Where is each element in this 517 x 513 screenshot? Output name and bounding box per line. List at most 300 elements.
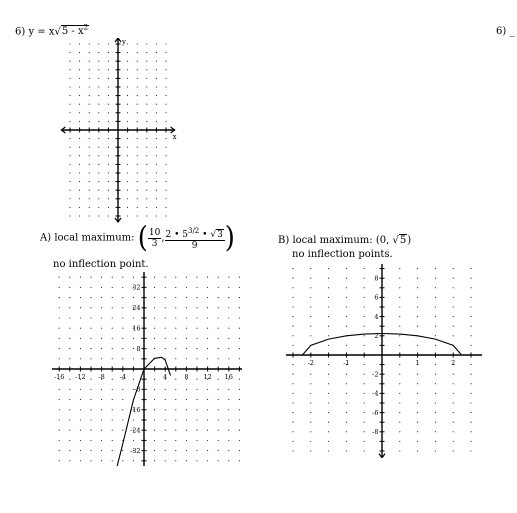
grid-dot xyxy=(122,409,123,410)
grid-dot xyxy=(207,460,208,461)
grid-dot xyxy=(137,190,138,191)
grid-dot xyxy=(328,326,329,327)
grid-dot xyxy=(90,379,91,380)
grid-dot xyxy=(127,61,128,62)
grid-dot xyxy=(165,181,166,182)
grid-dot xyxy=(98,95,99,96)
grid-dot xyxy=(310,412,311,413)
answer-blank: _ xyxy=(509,26,515,37)
grid-dot xyxy=(399,383,400,384)
grid-dot xyxy=(137,43,138,44)
grid-dot xyxy=(196,419,197,420)
grid-dot xyxy=(80,399,81,400)
grid-dot xyxy=(127,121,128,122)
grid-dot xyxy=(156,86,157,87)
grid-dot xyxy=(239,317,240,318)
grid-dot xyxy=(112,297,113,298)
grid-dot xyxy=(69,181,70,182)
grid-dot xyxy=(292,441,293,442)
grid-dot xyxy=(453,287,454,288)
grid-dot xyxy=(292,297,293,298)
grid-dot xyxy=(435,297,436,298)
grid-dot xyxy=(69,112,70,113)
grid-dot xyxy=(470,287,471,288)
grid-dot xyxy=(239,277,240,278)
grid-dot xyxy=(108,138,109,139)
y-tick-label: 8 xyxy=(374,274,379,283)
grid-dot xyxy=(328,450,329,451)
grid-dot xyxy=(154,277,155,278)
grid-dot xyxy=(165,155,166,156)
grid-dot xyxy=(133,338,134,339)
grid-dot xyxy=(89,172,90,173)
grid-dot xyxy=(98,215,99,216)
grid-dot xyxy=(435,364,436,365)
grid-dot xyxy=(470,297,471,298)
grid-dot xyxy=(137,95,138,96)
grid-dot xyxy=(69,190,70,191)
option-b-close: ) xyxy=(407,235,412,246)
grid-dot xyxy=(122,338,123,339)
grid-dot xyxy=(69,409,70,410)
grid-dot xyxy=(196,307,197,308)
grid-dot xyxy=(165,409,166,410)
grid-dot xyxy=(239,389,240,390)
grid-dot xyxy=(79,172,80,173)
grid-dot xyxy=(154,379,155,380)
grid-dot xyxy=(127,198,128,199)
grid-dot xyxy=(196,430,197,431)
grid-dot xyxy=(89,190,90,191)
grid-dot xyxy=(453,383,454,384)
grid-dot xyxy=(196,297,197,298)
grid-dot xyxy=(310,374,311,375)
grid-dot xyxy=(137,164,138,165)
grid-dot xyxy=(292,335,293,336)
grid-dot xyxy=(165,104,166,105)
grid-dot xyxy=(470,278,471,279)
grid-dot xyxy=(292,278,293,279)
grid-dot xyxy=(399,374,400,375)
grid-dot xyxy=(228,419,229,420)
grid-dot xyxy=(122,419,123,420)
grid-dot xyxy=(101,460,102,461)
grid-dot xyxy=(59,389,60,390)
grid-dot xyxy=(218,328,219,329)
x-tick-label: 4 xyxy=(163,373,168,381)
y-tick-label: 6 xyxy=(374,293,379,302)
grid-dot xyxy=(108,112,109,113)
grid-dot xyxy=(175,389,176,390)
grid-dot xyxy=(108,198,109,199)
x-tick-label: -8 xyxy=(98,373,105,381)
grid-dot xyxy=(207,307,208,308)
option-b-grid xyxy=(286,264,482,452)
grid-dot xyxy=(59,460,60,461)
grid-dot xyxy=(228,399,229,400)
fraction-2: $\frac{2 • 5^{3/2} • √3}{9}$ xyxy=(165,226,223,251)
x-tick-label: -4 xyxy=(119,373,126,381)
grid-dot xyxy=(59,287,60,288)
grid-dot xyxy=(79,147,80,148)
grid-dot xyxy=(165,338,166,339)
grid-dot xyxy=(137,147,138,148)
grid-dot xyxy=(346,422,347,423)
grid-dot xyxy=(112,440,113,441)
grid-dot xyxy=(292,412,293,413)
y-tick-label: -32 xyxy=(130,446,141,455)
grid-dot xyxy=(165,172,166,173)
grid-dot xyxy=(228,348,229,349)
grid-dot xyxy=(59,328,60,329)
grid-dot xyxy=(156,215,157,216)
grid-dot xyxy=(196,399,197,400)
grid-dot xyxy=(146,61,147,62)
grid-dot xyxy=(90,440,91,441)
grid-dot xyxy=(98,52,99,53)
grid-dot xyxy=(133,317,134,318)
grid-dot xyxy=(165,277,166,278)
grid-dot xyxy=(137,121,138,122)
grid-dot xyxy=(146,95,147,96)
grid-dot xyxy=(80,338,81,339)
y-tick-label: -16 xyxy=(130,406,141,415)
grid-dot xyxy=(146,104,147,105)
grid-dot xyxy=(218,317,219,318)
grid-dot xyxy=(127,181,128,182)
blank-graph xyxy=(22,38,218,224)
grid-dot xyxy=(101,297,102,298)
grid-dot xyxy=(89,121,90,122)
blank-graph-axes xyxy=(61,38,174,222)
grid-dot xyxy=(133,379,134,380)
grid-dot xyxy=(207,440,208,441)
grid-dot xyxy=(69,419,70,420)
grid-dot xyxy=(310,441,311,442)
grid-dot xyxy=(328,374,329,375)
grid-dot xyxy=(239,399,240,400)
blank-graph-y-label: y xyxy=(122,38,126,46)
grid-dot xyxy=(417,441,418,442)
grid-dot xyxy=(79,181,80,182)
grid-dot xyxy=(79,164,80,165)
grid-dot xyxy=(399,441,400,442)
grid-dot xyxy=(218,450,219,451)
grid-dot xyxy=(80,297,81,298)
grid-dot xyxy=(435,278,436,279)
grid-dot xyxy=(154,389,155,390)
grid-dot xyxy=(453,278,454,279)
grid-dot xyxy=(108,104,109,105)
question-number: 6) xyxy=(15,26,26,38)
grid-dot xyxy=(154,409,155,410)
grid-dot xyxy=(196,328,197,329)
grid-dot xyxy=(69,95,70,96)
grid-dot xyxy=(453,335,454,336)
grid-dot xyxy=(207,450,208,451)
grid-dot xyxy=(239,307,240,308)
grid-dot xyxy=(69,147,70,148)
grid-dot xyxy=(310,297,311,298)
grid-dot xyxy=(207,348,208,349)
grid-dot xyxy=(59,409,60,410)
grid-dot xyxy=(207,297,208,298)
grid-dot xyxy=(239,379,240,380)
grid-dot xyxy=(101,317,102,318)
grid-dot xyxy=(90,297,91,298)
grid-dot xyxy=(59,317,60,318)
grid-dot xyxy=(196,317,197,318)
grid-dot xyxy=(89,69,90,70)
y-tick-label: 24 xyxy=(132,304,141,313)
grid-dot xyxy=(470,268,471,269)
grid-dot xyxy=(292,402,293,403)
grid-dot xyxy=(346,441,347,442)
grid-dot xyxy=(108,215,109,216)
grid-dot xyxy=(453,441,454,442)
grid-dot xyxy=(89,147,90,148)
grid-dot xyxy=(292,422,293,423)
grid-dot xyxy=(186,287,187,288)
grid-dot xyxy=(127,69,128,70)
grid-dot xyxy=(90,338,91,339)
grid-dot xyxy=(137,155,138,156)
grid-dot xyxy=(127,78,128,79)
grid-dot xyxy=(364,402,365,403)
grid-dot xyxy=(98,138,99,139)
grid-dot xyxy=(310,335,311,336)
grid-dot xyxy=(108,172,109,173)
grid-dot xyxy=(112,419,113,420)
grid-dot xyxy=(228,297,229,298)
grid-dot xyxy=(186,348,187,349)
grid-dot xyxy=(165,198,166,199)
grid-dot xyxy=(69,430,70,431)
grid-dot xyxy=(364,268,365,269)
grid-dot xyxy=(122,348,123,349)
grid-dot xyxy=(79,207,80,208)
grid-dot xyxy=(90,317,91,318)
grid-dot xyxy=(112,379,113,380)
grid-dot xyxy=(186,317,187,318)
grid-dot xyxy=(122,307,123,308)
grid-dot xyxy=(98,43,99,44)
grid-dot xyxy=(79,86,80,87)
grid-dot xyxy=(154,419,155,420)
grid-dot xyxy=(69,297,70,298)
grid-dot xyxy=(89,43,90,44)
grid-dot xyxy=(89,52,90,53)
grid-dot xyxy=(137,112,138,113)
grid-dot xyxy=(292,364,293,365)
grid-dot xyxy=(417,450,418,451)
grid-dot xyxy=(112,328,113,329)
grid-dot xyxy=(292,431,293,432)
grid-dot xyxy=(165,440,166,441)
grid-dot xyxy=(310,393,311,394)
grid-dot xyxy=(399,287,400,288)
grid-dot xyxy=(218,430,219,431)
grid-dot xyxy=(69,164,70,165)
option-b-inflection: no inflection points. xyxy=(292,249,393,260)
grid-dot xyxy=(108,181,109,182)
grid-dot xyxy=(101,277,102,278)
grid-dot xyxy=(98,181,99,182)
grid-dot xyxy=(69,348,70,349)
grid-dot xyxy=(80,450,81,451)
grid-dot xyxy=(112,348,113,349)
grid-dot xyxy=(310,383,311,384)
grid-dot xyxy=(364,431,365,432)
grid-dot xyxy=(328,335,329,336)
grid-dot xyxy=(310,422,311,423)
grid-dot xyxy=(453,268,454,269)
grid-dot xyxy=(175,460,176,461)
grid-dot xyxy=(108,147,109,148)
grid-dot xyxy=(127,43,128,44)
grid-dot xyxy=(89,181,90,182)
grid-dot xyxy=(399,431,400,432)
grid-dot xyxy=(79,52,80,53)
grid-dot xyxy=(453,297,454,298)
grid-dot xyxy=(101,328,102,329)
grid-dot xyxy=(175,450,176,451)
grid-dot xyxy=(101,348,102,349)
grid-dot xyxy=(470,316,471,317)
grid-dot xyxy=(133,460,134,461)
grid-dot xyxy=(228,450,229,451)
grid-dot xyxy=(156,181,157,182)
grid-dot xyxy=(137,61,138,62)
grid-dot xyxy=(186,440,187,441)
grid-dot xyxy=(239,287,240,288)
option-b-label: local maximum: (0, xyxy=(292,235,390,246)
grid-dot xyxy=(101,287,102,288)
grid-dot xyxy=(328,278,329,279)
grid-dot xyxy=(69,287,70,288)
grid-dot xyxy=(175,440,176,441)
grid-dot xyxy=(98,207,99,208)
grid-dot xyxy=(165,307,166,308)
grid-dot xyxy=(175,379,176,380)
y-tick-label: -8 xyxy=(134,385,141,394)
grid-dot xyxy=(90,348,91,349)
grid-dot xyxy=(89,78,90,79)
grid-dot xyxy=(165,450,166,451)
grid-dot xyxy=(175,307,176,308)
grid-dot xyxy=(196,287,197,288)
grid-dot xyxy=(79,43,80,44)
grid-dot xyxy=(90,358,91,359)
grid-dot xyxy=(154,430,155,431)
grid-dot xyxy=(399,345,400,346)
grid-dot xyxy=(59,297,60,298)
grid-dot xyxy=(364,441,365,442)
grid-dot xyxy=(59,430,60,431)
grid-dot xyxy=(346,374,347,375)
grid-dot xyxy=(435,374,436,375)
option-a-axes xyxy=(52,272,242,466)
grid-dot xyxy=(239,450,240,451)
grid-dot xyxy=(146,69,147,70)
grid-dot xyxy=(239,297,240,298)
grid-dot xyxy=(79,95,80,96)
grid-dot xyxy=(122,358,123,359)
grid-dot xyxy=(154,338,155,339)
grid-dot xyxy=(207,389,208,390)
grid-dot xyxy=(239,358,240,359)
grid-dot xyxy=(399,412,400,413)
grid-dot xyxy=(218,297,219,298)
grid-dot xyxy=(112,287,113,288)
grid-dot xyxy=(137,207,138,208)
grid-dot xyxy=(435,450,436,451)
grid-dot xyxy=(292,450,293,451)
grid-dot xyxy=(112,409,113,410)
grid-dot xyxy=(69,207,70,208)
grid-dot xyxy=(310,402,311,403)
y-tick-label: -2 xyxy=(372,370,379,379)
grid-dot xyxy=(90,287,91,288)
open-paren: ( xyxy=(137,221,148,255)
grid-dot xyxy=(328,393,329,394)
grid-dot xyxy=(328,364,329,365)
grid-dot xyxy=(133,419,134,420)
grid-dot xyxy=(137,104,138,105)
grid-dot xyxy=(218,338,219,339)
grid-dot xyxy=(137,172,138,173)
grid-dot xyxy=(165,460,166,461)
grid-dot xyxy=(101,338,102,339)
grid-dot xyxy=(364,374,365,375)
grid-dot xyxy=(146,43,147,44)
grid-dot xyxy=(101,409,102,410)
grid-dot xyxy=(196,379,197,380)
grid-dot xyxy=(399,278,400,279)
grid-dot xyxy=(165,147,166,148)
grid-dot xyxy=(207,419,208,420)
grid-dot xyxy=(98,172,99,173)
grid-dot xyxy=(399,335,400,336)
grid-dot xyxy=(399,364,400,365)
y-tick-label: 16 xyxy=(132,324,141,333)
grid-dot xyxy=(186,419,187,420)
grid-dot xyxy=(328,297,329,298)
option-b-graph xyxy=(286,264,482,458)
grid-dot xyxy=(186,328,187,329)
grid-dot xyxy=(133,277,134,278)
grid-dot xyxy=(146,155,147,156)
grid-dot xyxy=(399,306,400,307)
grid-dot xyxy=(453,326,454,327)
grid-dot xyxy=(328,268,329,269)
equation-prefix: y = x xyxy=(28,26,55,38)
grid-dot xyxy=(112,358,113,359)
grid-dot xyxy=(453,412,454,413)
grid-dot xyxy=(112,430,113,431)
grid-dot xyxy=(101,399,102,400)
grid-dot xyxy=(417,422,418,423)
grid-dot xyxy=(218,307,219,308)
grid-dot xyxy=(112,277,113,278)
grid-dot xyxy=(79,69,80,70)
grid-dot xyxy=(137,215,138,216)
grid-dot xyxy=(146,86,147,87)
option-a-graph xyxy=(52,272,242,466)
grid-dot xyxy=(154,307,155,308)
grid-dot xyxy=(156,155,157,156)
grid-dot xyxy=(435,402,436,403)
